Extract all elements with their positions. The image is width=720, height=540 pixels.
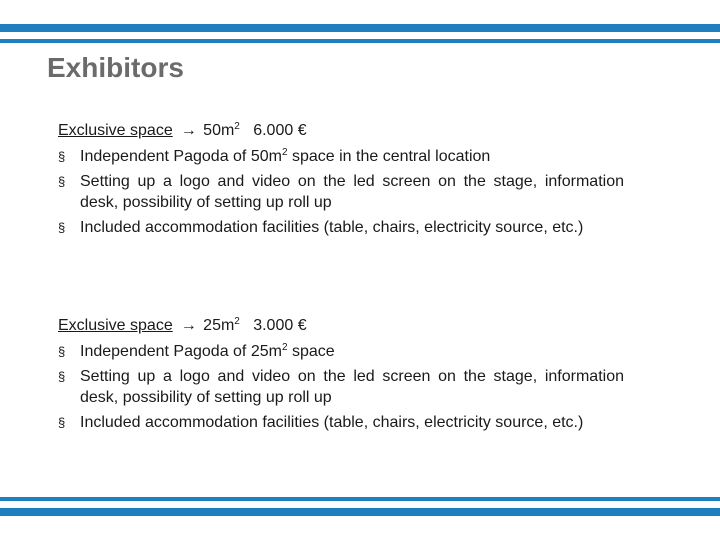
bullet-icon: § [58, 415, 66, 430]
list-item: § Independent Pagoda of $50m^2$ space in the central location [58, 147, 491, 165]
top-bar-thick [0, 24, 720, 32]
offer-heading [58, 120, 624, 141]
bottom-bar-thick [0, 508, 720, 516]
bullet-icon: § [58, 220, 66, 235]
bullet-icon: § [58, 344, 66, 359]
bullet-icon: § [58, 149, 66, 164]
offer-section-25m [58, 315, 624, 437]
arrow-icon: → [180, 122, 197, 139]
offer-list [58, 341, 624, 433]
offer-price: 6.000 € [253, 122, 307, 139]
arrow-icon: → [180, 317, 197, 334]
list-item: § Setting up a logo and video on the led screen on the stage, information desk, possibility of setting up roll up [58, 368, 624, 406]
offer-label: Exclusive space [58, 122, 173, 139]
bullet-icon: § [58, 174, 66, 189]
bottom-bar-thin [0, 497, 720, 501]
bullet-icon: § [58, 369, 66, 384]
offer-heading [58, 315, 624, 336]
top-bar-thin [0, 39, 720, 43]
list-item: § Independent Pagoda of $25m^2$ space [58, 342, 335, 360]
list-item: § Included accommodation facilities (table, chairs, electricity source, etc.) [58, 414, 584, 431]
offer-section-50m [58, 120, 624, 242]
page-title: Exhibitors [47, 52, 184, 83]
offer-list [58, 146, 624, 238]
offer-label: Exclusive space [58, 317, 173, 334]
list-item: § Included accommodation facilities (table, chairs, electricity source, etc.) [58, 219, 584, 236]
offer-size: $25m^2$ [203, 316, 240, 334]
list-item: § Setting up a logo and video on the led screen on the stage, information desk, possibility of setting up roll up [58, 173, 624, 211]
offer-price: 3.000 € [253, 317, 307, 334]
offer-size: $50m^2$ [203, 121, 240, 139]
